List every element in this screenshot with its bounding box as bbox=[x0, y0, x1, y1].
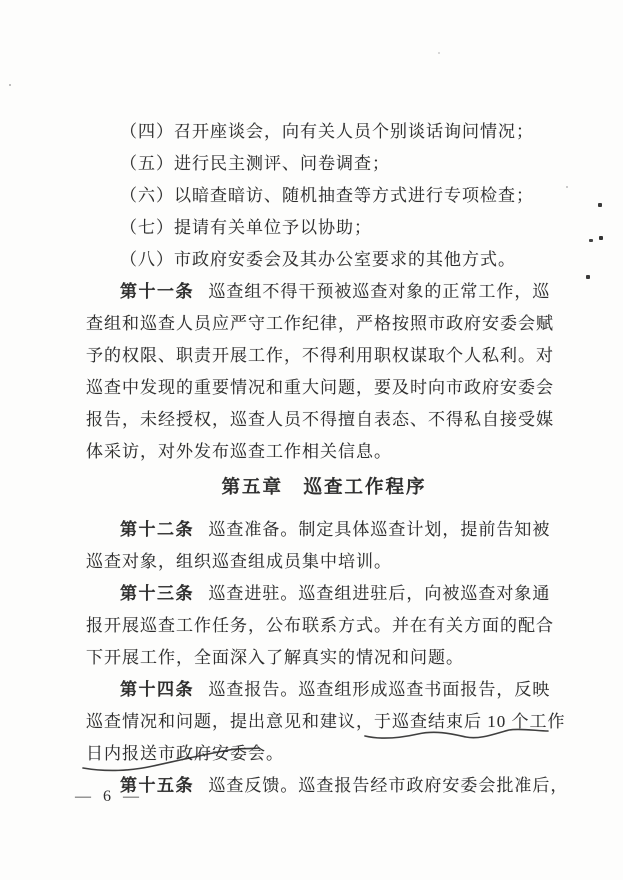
article-11-label: 第十一条 bbox=[120, 282, 194, 301]
list-item-7: （七）提请有关单位予以协助； bbox=[120, 218, 372, 237]
scan-speck bbox=[599, 236, 603, 240]
article-11-line-2: 查组和巡查人员应严守工作纪律，严格按照市政府安委会赋 bbox=[86, 314, 554, 333]
article-11-line-5: 报告，未经授权，巡查人员不得擅自表态、不得私自接受媒 bbox=[86, 410, 554, 429]
article-13-text: 巡查进驻。巡查组进驻后，向被巡查对象通 bbox=[208, 584, 551, 603]
article-13-line-1 bbox=[86, 578, 562, 610]
article-11-line-6: 体采访，对外发布巡查工作相关信息。 bbox=[86, 442, 392, 461]
article-14-line-1 bbox=[86, 674, 562, 706]
article-14-line-3: 日内报送市政府安委会。 bbox=[86, 744, 284, 763]
article-12-line-2: 巡查对象，组织巡查组成员集中培训。 bbox=[86, 552, 392, 571]
scan-speck bbox=[9, 84, 11, 86]
article-15-line-1 bbox=[86, 770, 569, 802]
scan-speck bbox=[589, 239, 593, 242]
list-item-5: （五）进行民主测评、问卷调查； bbox=[120, 154, 390, 173]
scan-speck bbox=[566, 186, 568, 188]
scan-speck bbox=[438, 52, 440, 54]
article-14-label: 第十四条 bbox=[120, 680, 194, 699]
page-number: — 6 — bbox=[75, 788, 143, 805]
article-15-label: 第十五条 bbox=[120, 776, 194, 795]
article-11-text: 巡查组不得干预被巡查对象的正常工作，巡 bbox=[208, 282, 551, 301]
article-13-line-2: 报开展巡查工作任务，公布联系方式。并在有关方面的配合 bbox=[86, 616, 554, 635]
article-11-line-3: 予的权限、职责开展工作，不得利用职权谋取个人私利。对 bbox=[86, 346, 554, 365]
article-14-text: 巡查报告。巡查组形成巡查书面报告，反映 bbox=[208, 680, 551, 699]
list-item-6: （六）以暗查暗访、随机抽查等方式进行专项检查； bbox=[120, 186, 534, 205]
article-13-label: 第十三条 bbox=[120, 584, 194, 603]
article-12-label: 第十二条 bbox=[120, 520, 194, 539]
list-item-4: （四）召开座谈会，向有关人员个别谈话询问情况； bbox=[120, 122, 534, 141]
article-14-line-2: 巡查情况和问题，提出意见和建议，于巡查结束后 10 个工作 bbox=[86, 712, 566, 731]
article-12-text: 巡查准备。制定具体巡查计划，提前告知被 bbox=[208, 520, 551, 539]
scan-speck bbox=[586, 275, 590, 279]
article-11-line-4: 巡查中发现的重要情况和重大问题，要及时向市政府安委会 bbox=[86, 378, 554, 397]
article-12-line-1 bbox=[86, 514, 562, 546]
document-body bbox=[86, 116, 569, 802]
chapter-heading: 第五章 巡查工作程序 bbox=[221, 478, 427, 498]
article-11-line-1 bbox=[86, 276, 562, 308]
article-13-line-3: 下开展工作，全面深入了解真实的情况和问题。 bbox=[86, 648, 464, 667]
list-item-8: （八）市政府安委会及其办公室要求的其他方式。 bbox=[120, 250, 516, 269]
article-15-text: 巡查反馈。巡查报告经市政府安委会批准后， bbox=[208, 776, 569, 795]
scan-speck bbox=[598, 203, 602, 207]
